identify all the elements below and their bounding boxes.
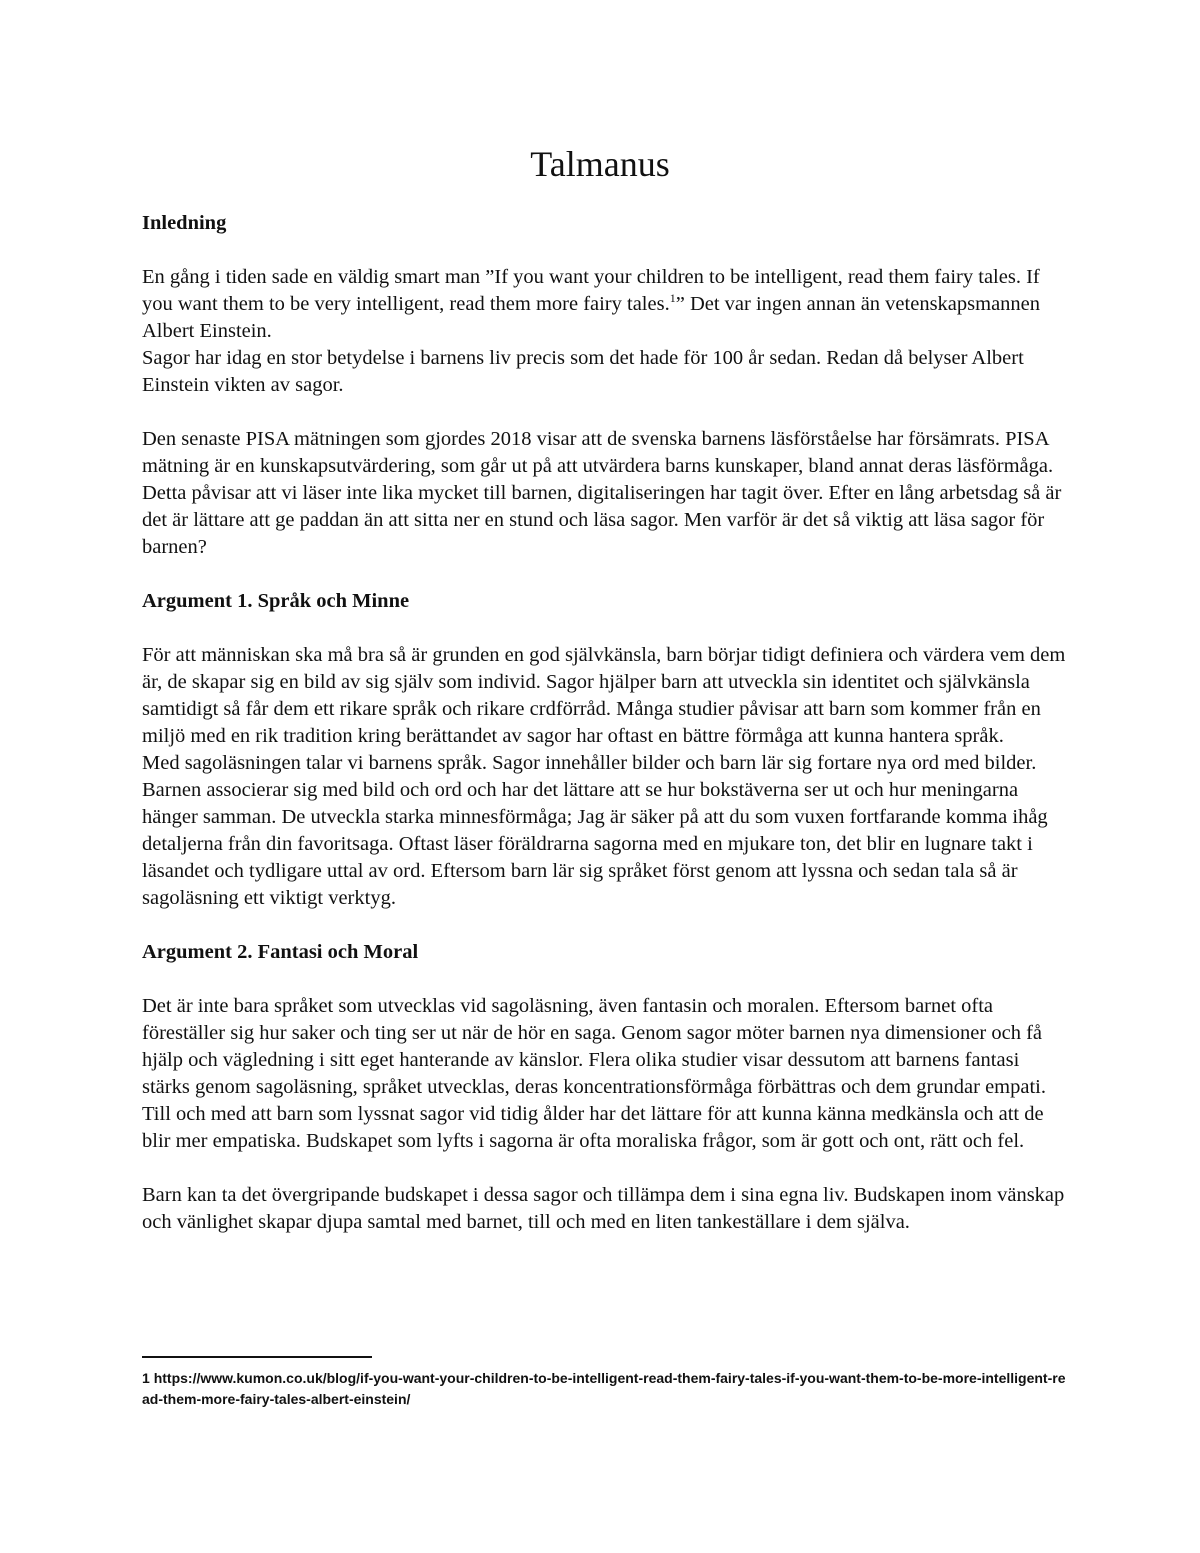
footnote-link[interactable]: https://www.kumon.co.uk/blog/if-you-want-your-children-to-be-intelligent-read-them-fairy-tales-if-you-want-them-to-be-more-intelligent-read-them-more-fairy-tales-albert-einstein/ (142, 1370, 1066, 1407)
footnote-separator (142, 1356, 372, 1358)
section-heading-argument-1: Argument 1. Språk och Minne (142, 590, 410, 612)
section-heading-inledning: Inledning (142, 212, 227, 234)
footnote-number: 1 (142, 1370, 150, 1386)
intro-quote-text: En gång i tiden sade en väldig smart man ”If you want your children to be intelligent, read them fairy tales. If you want them to be very intelligent, read them more fairy tales. (142, 266, 1040, 315)
intro-paragraph-2: Sagor har idag en stor betydelse i barnens liv precis som det hade för 100 år sedan. Redan då belyser Albert Einstein vikten av sagor. (142, 347, 1024, 396)
argument-2-paragraph-2: Barn kan ta det övergripande budskapet i dessa sagor och tillämpa dem i sina egna liv. Budskapen inom vänskap och vänlighet skapar djupa samtal med barnet, till och med en liten tankeställare i dem själva. (142, 1184, 1065, 1233)
section-heading-argument-2: Argument 2. Fantasi och Moral (142, 941, 419, 963)
page-title: Talmanus (530, 144, 670, 184)
footnote (142, 1368, 1072, 1410)
intro-paragraph-3: Den senaste PISA mätningen som gjordes 2018 visar att de svenska barnens läsförståelse har försämrats. PISA mätning är en kunskapsutvärdering, som går ut på att utvärdera barns kunskaper, bland annat deras läsförmåga. Detta påvisar att vi läser inte lika mycket till barnen, digitaliseringen har tagit över. Efter en lång arbetsdag så är det är lättare att ge paddan än att sitta ner en stund och läsa sagor. Men varför är det så viktig att läsa sagor för barnen? (142, 428, 1062, 558)
intro-paragraph-1 (142, 264, 1067, 345)
argument-1-paragraph-1: För att människan ska må bra så är grunden en god självkänsla, barn börjar tidigt definiera och värdera vem dem är, de skapar sig en bild av sig själv som individ. Sagor hjälper barn att utveckla sin identitet och självkänsla samtidigt så får dem ett rikare språk och rikare crdförråd. Många studier påvisar att barn som kommer från en miljö med en rik tradition kring berättandet av sagor har oftast en bättre förmåga att kunna hantera språk. (142, 644, 1066, 747)
document-body (142, 210, 1067, 1236)
argument-2-paragraph-1: Det är inte bara språket som utvecklas vid sagoläsning, även fantasin och moralen. Eftersom barnet ofta föreställer sig hur saker och ting ser ut när de hör en saga. Genom sagor möter barnen nya dimensioner och få hjälp och vägledning i sitt eget hanterande av känslor. Flera olika studier visar dessutom att barnens fantasi stärks genom sagoläsning, språket utvecklas, deras koncentrationsförmåga förbättras och dem grundar empati. Till och med att barn som lyssnat sagor vid tidig ålder har det lättare för att kunna känna medkänsla och att de blir mer empatiska. Budskapet som lyfts i sagorna är ofta moraliska frågor, som är gott och ont, rätt och fel. (142, 995, 1046, 1152)
argument-1-paragraph-2: Med sagoläsningen talar vi barnens språk. Sagor innehåller bilder och barn lär sig fortare nya ord med bilder. Barnen associerar sig med bild och ord och har det lättare att se hur bokstäverna ser ut och hur meningarna hänger samman. De utveckla starka minnesförmåga; Jag är säker på att du som vuxen fortfarande komma ihåg detaljerna från din favoritsaga. Oftast läser föräldrarna sagorna med en mjukare ton, det blir en lugnare takt i läsandet och tydligare uttal av ord. Eftersom barn lär sig språket först genom att lyssna och sedan tala så är sagoläsning ett viktigt verktyg. (142, 752, 1048, 909)
footnote-ref[interactable]: 1 (669, 291, 676, 306)
intro-quote-attribution: ” Det var ingen annan än vetenskapsmannen Albert Einstein. (142, 293, 1041, 342)
